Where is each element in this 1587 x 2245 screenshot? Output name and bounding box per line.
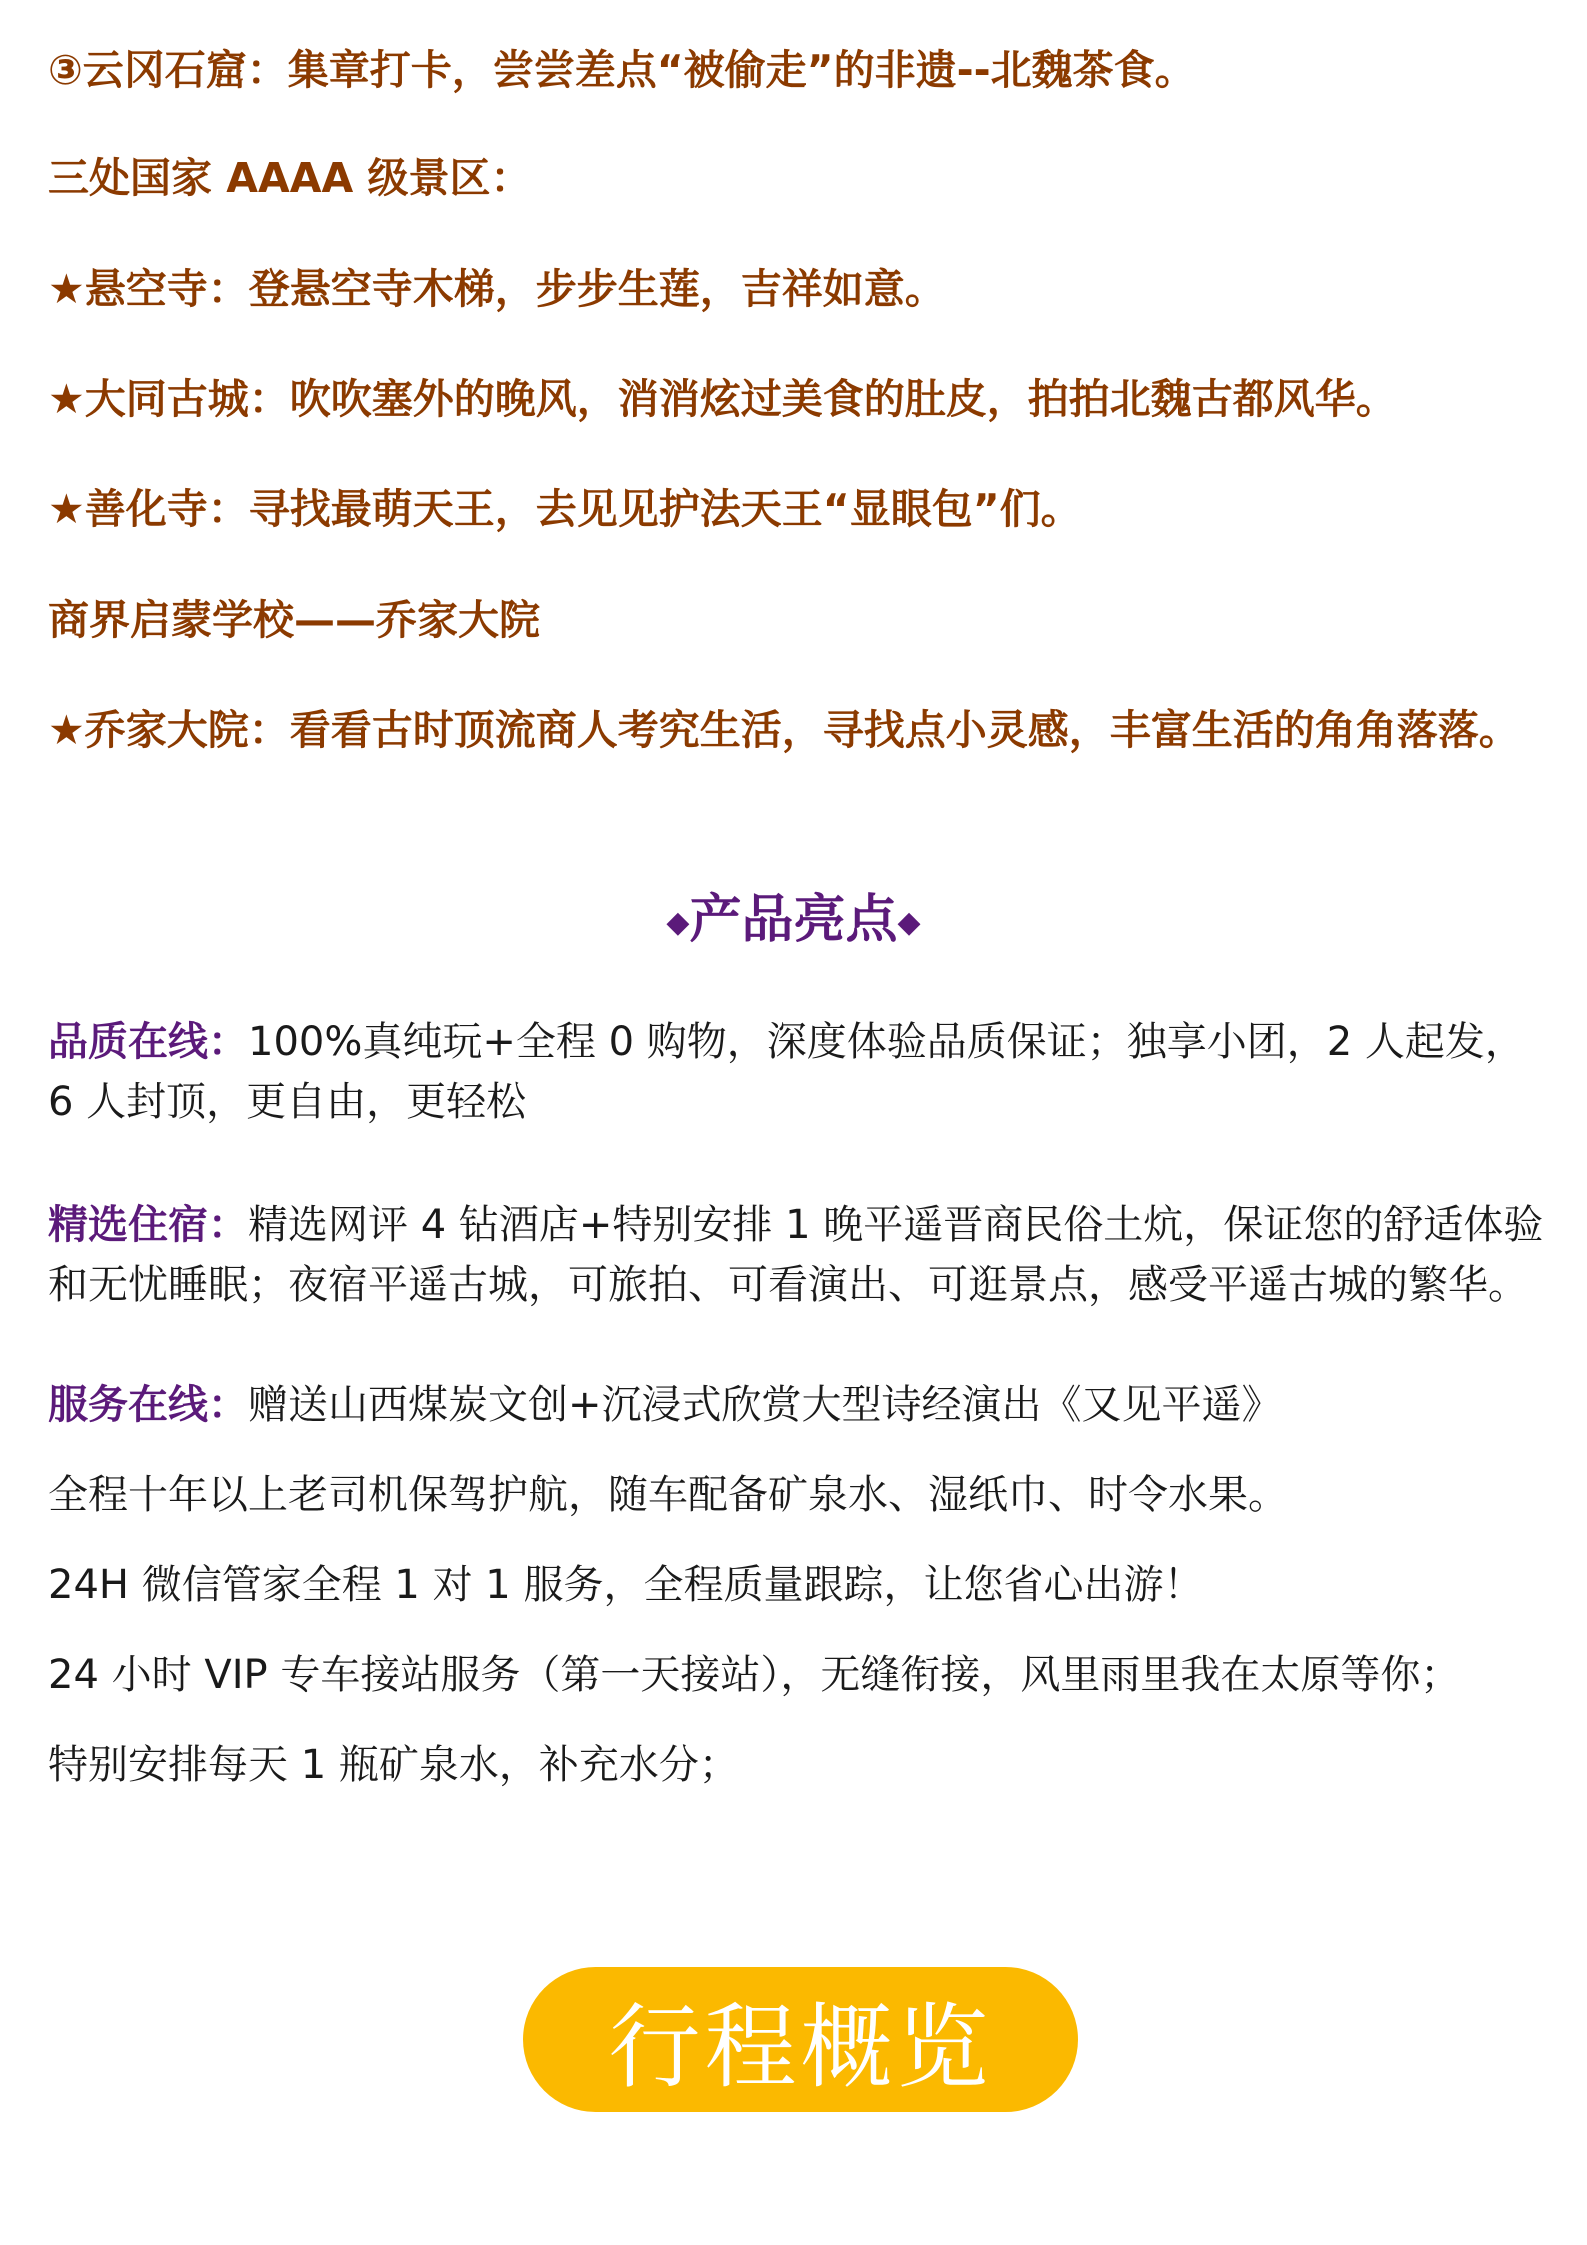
- attraction-yungang: ③云冈石窟：集章打卡，尝尝差点“被偷走”的非遗--北魏茶食。: [48, 46, 1196, 94]
- itinerary-overview-button[interactable]: 行程概览: [523, 1967, 1078, 2112]
- qiao-heading: 商界启蒙学校——乔家大院: [48, 596, 540, 644]
- quality-label: 品质在线：: [48, 1019, 248, 1065]
- diamond-right-icon: ◆: [897, 905, 921, 940]
- hotel-label: 精选住宿：: [48, 1202, 248, 1248]
- highlights-title: [0, 885, 1587, 958]
- service-label: 服务在线：: [48, 1382, 248, 1428]
- highlight-service: [48, 1375, 1548, 1435]
- highlight-hotel: [48, 1195, 1548, 1315]
- attraction-qiao: ★乔家大院：看看古时顶流商人考究生活，寻找点小灵感，丰富生活的角角落落。: [48, 706, 1520, 754]
- service-line: 24H 微信管家全程 1 对 1 服务，全程质量跟踪，让您省心出游！: [48, 1562, 1204, 1608]
- attraction-shanhua: ★善化寺：寻找最萌天王，去见见护法天王“显眼包”们。: [48, 485, 1082, 533]
- quality-text: 100%真纯玩+全程 0 购物，深度体验品质保证；独享小团，2 人起发，6 人封顶，更自由，更轻松: [48, 1019, 1525, 1125]
- aaaa-heading: 三处国家 AAAA 级景区：: [48, 154, 532, 202]
- highlight-quality: [48, 1012, 1548, 1132]
- highlights-title-text: 产品亮点: [689, 890, 898, 950]
- service-text: 赠送山西煤炭文创+沉浸式欣赏大型诗经演出《又见平遥》: [248, 1382, 1282, 1428]
- hotel-text: 精选网评 4 钻酒店+特别安排 1 晚平遥晋商民俗土炕，保证您的舒适体验和无忧睡眠；夜宿平遥古城，可旅拍、可看演出、可逛景点，感受平遥古城的繁华。: [48, 1202, 1544, 1308]
- attraction-datong: ★大同古城：吹吹塞外的晚风，消消炫过美食的肚皮，拍拍北魏古都风华。: [48, 375, 1397, 423]
- attraction-xuankong: ★悬空寺：登悬空寺木梯，步步生莲，吉祥如意。: [48, 265, 946, 313]
- diamond-left-icon: ◆: [666, 905, 690, 940]
- service-line: 24 小时 VIP 专车接站服务（第一天接站），无缝衔接，风里雨里我在太原等你；: [48, 1652, 1461, 1698]
- service-line: 特别安排每天 1 瓶矿泉水，补充水分；: [48, 1742, 739, 1788]
- service-line: 全程十年以上老司机保驾护航，随车配备矿泉水、湿纸巾、时令水果。: [48, 1472, 1288, 1518]
